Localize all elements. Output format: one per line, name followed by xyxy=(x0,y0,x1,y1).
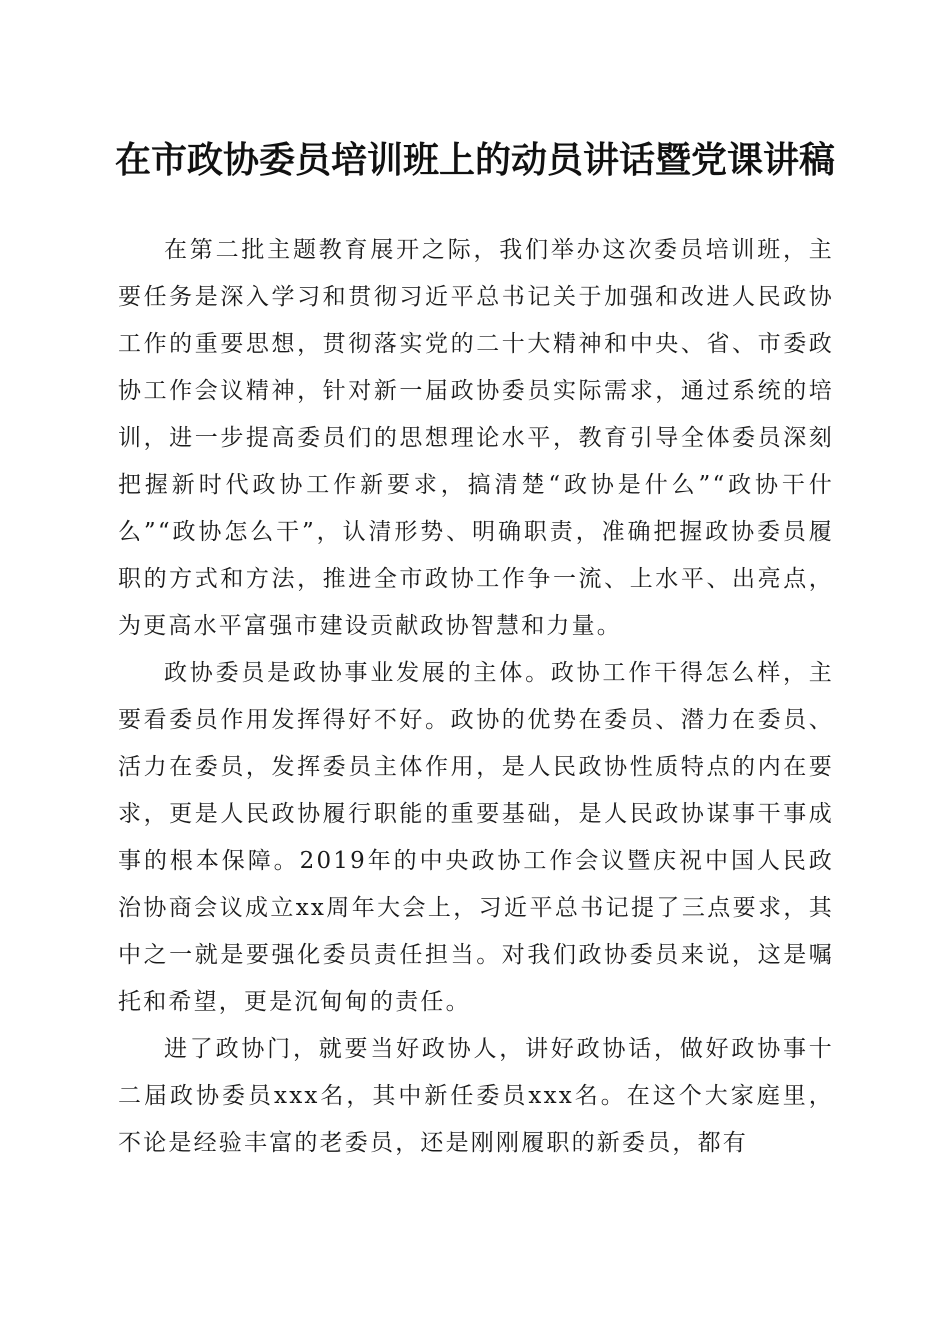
document-body xyxy=(118,227,834,1167)
paragraph-2: 政协委员是政协事业发展的主体。政协工作干得怎么样，主要看委员作用发挥得好不好。政协的优势在委员、潜力在委员、活力在委员，发挥委员主体作用，是人民政协性质特点的内在要求，更是人民政协履行职能的重要基础，是人民政协谋事干事成事的根本保障。2019年的中央政协工作会议暨庆祝中国人民政治协商会议成立xx周年大会上，习近平总书记提了三点要求，其中之一就是要强化委员责任担当。对我们政协委员来说，这是嘱托和希望，更是沉甸甸的责任。 xyxy=(118,660,834,1015)
paragraph-1: 在第二批主题教育展开之际，我们举办这次委员培训班，主要任务是深入学习和贯彻习近平总书记关于加强和改进人民政协工作的重要思想，贯彻落实党的二十大精神和中央、省、市委政协工作会议精神，针对新一届政协委员实际需求，通过系统的培训，进一步提高委员们的思想理论水平，教育引导全体委员深刻把握新时代政协工作新要求，搞清楚“政协是什么”“政协干什么”“政协怎么干”，认清形势、明确职责，准确把握政协委员履职的方式和方法，推进全市政协工作争一流、上水平、出亮点，为更高水平富强市建设贡献政协智慧和力量。 xyxy=(118,237,834,639)
paragraph-3: 进了政协门，就要当好政协人，讲好政协话，做好政协事十二届政协委员xxx名，其中新任委员xxx名。在这个大家庭里，不论是经验丰富的老委员，还是刚刚履职的新委员，都有 xyxy=(118,1036,834,1156)
page-title: 在市政协委员培训班上的动员讲话暨党课讲稿 xyxy=(114,139,835,181)
